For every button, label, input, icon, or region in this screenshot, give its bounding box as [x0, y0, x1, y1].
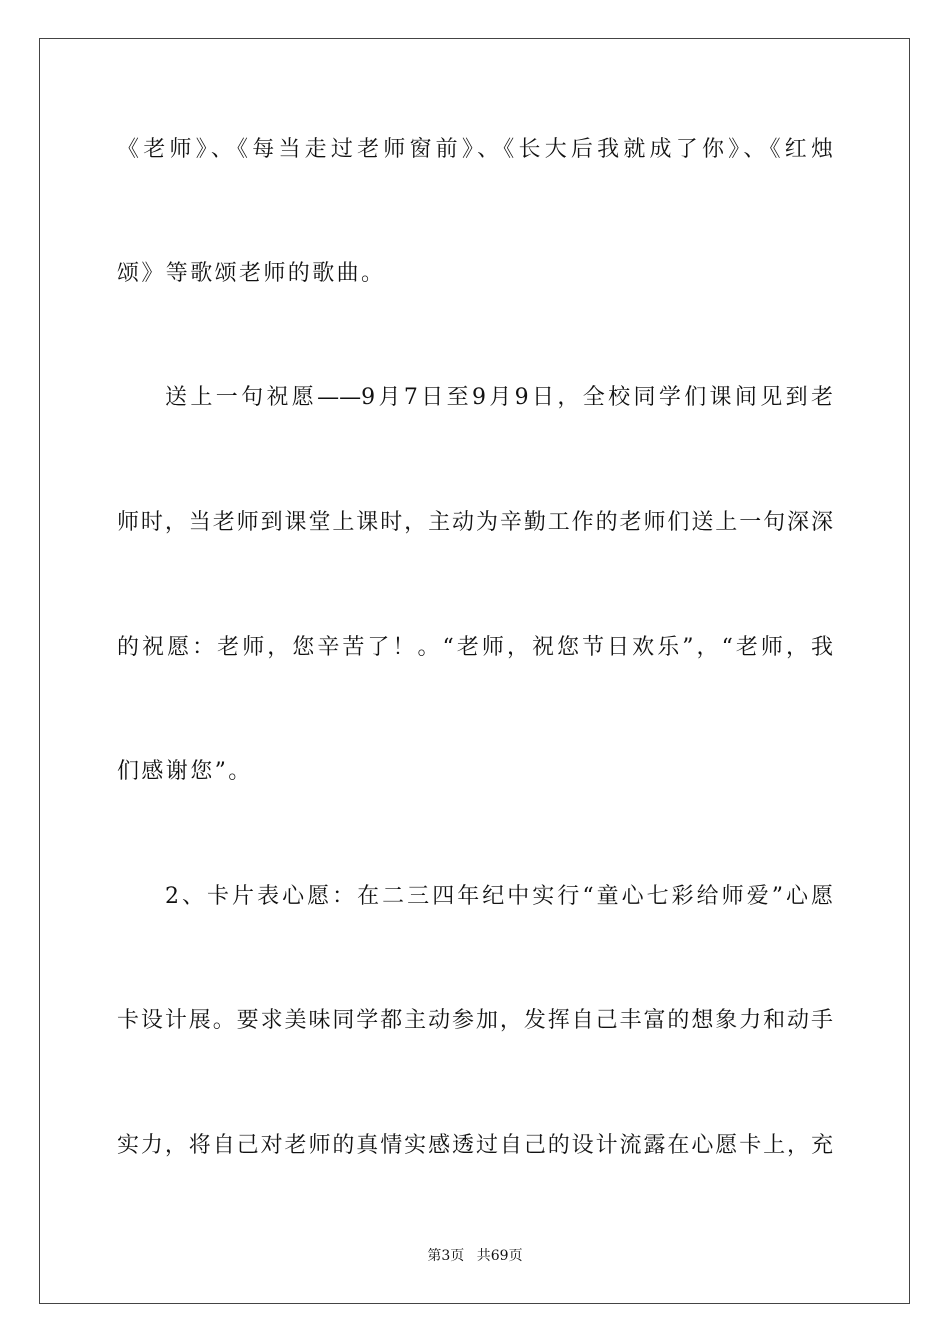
page-frame	[39, 38, 910, 1304]
text-line-7: 2、卡片表心愿：在二三四年纪中实行“童心七彩给师爱”心愿	[165, 884, 833, 909]
text-line-1: 《老师》、《每当走过老师窗前》、《长大后我就成了你》、《红烛	[117, 137, 833, 162]
page-number: 第3页	[427, 1248, 465, 1264]
text-line-9: 实力，将自己对老师的真情实感透过自己的设计流露在心愿卡上，充	[117, 1133, 833, 1158]
text-line-8: 卡设计展。要求美味同学都主动参加，发挥自己丰富的想象力和动手	[117, 1008, 833, 1033]
text-line-4: 师时，当老师到课堂上课时，主动为辛勤工作的老师们送上一句深深	[117, 510, 833, 535]
page-total: 共69页	[476, 1248, 523, 1264]
text-line-2: 颂》等歌颂老师的歌曲。	[117, 261, 386, 286]
text-line-5: 的祝愿：老师，您辛苦了！。“老师，祝您节日欢乐”，“老师，我	[117, 635, 833, 660]
text-line-6: 们感谢您”。	[117, 759, 253, 784]
text-line-3: 送上一句祝愿——9月7日至9月9日，全校同学们课间见到老	[165, 385, 833, 410]
page-footer	[0, 1246, 950, 1266]
